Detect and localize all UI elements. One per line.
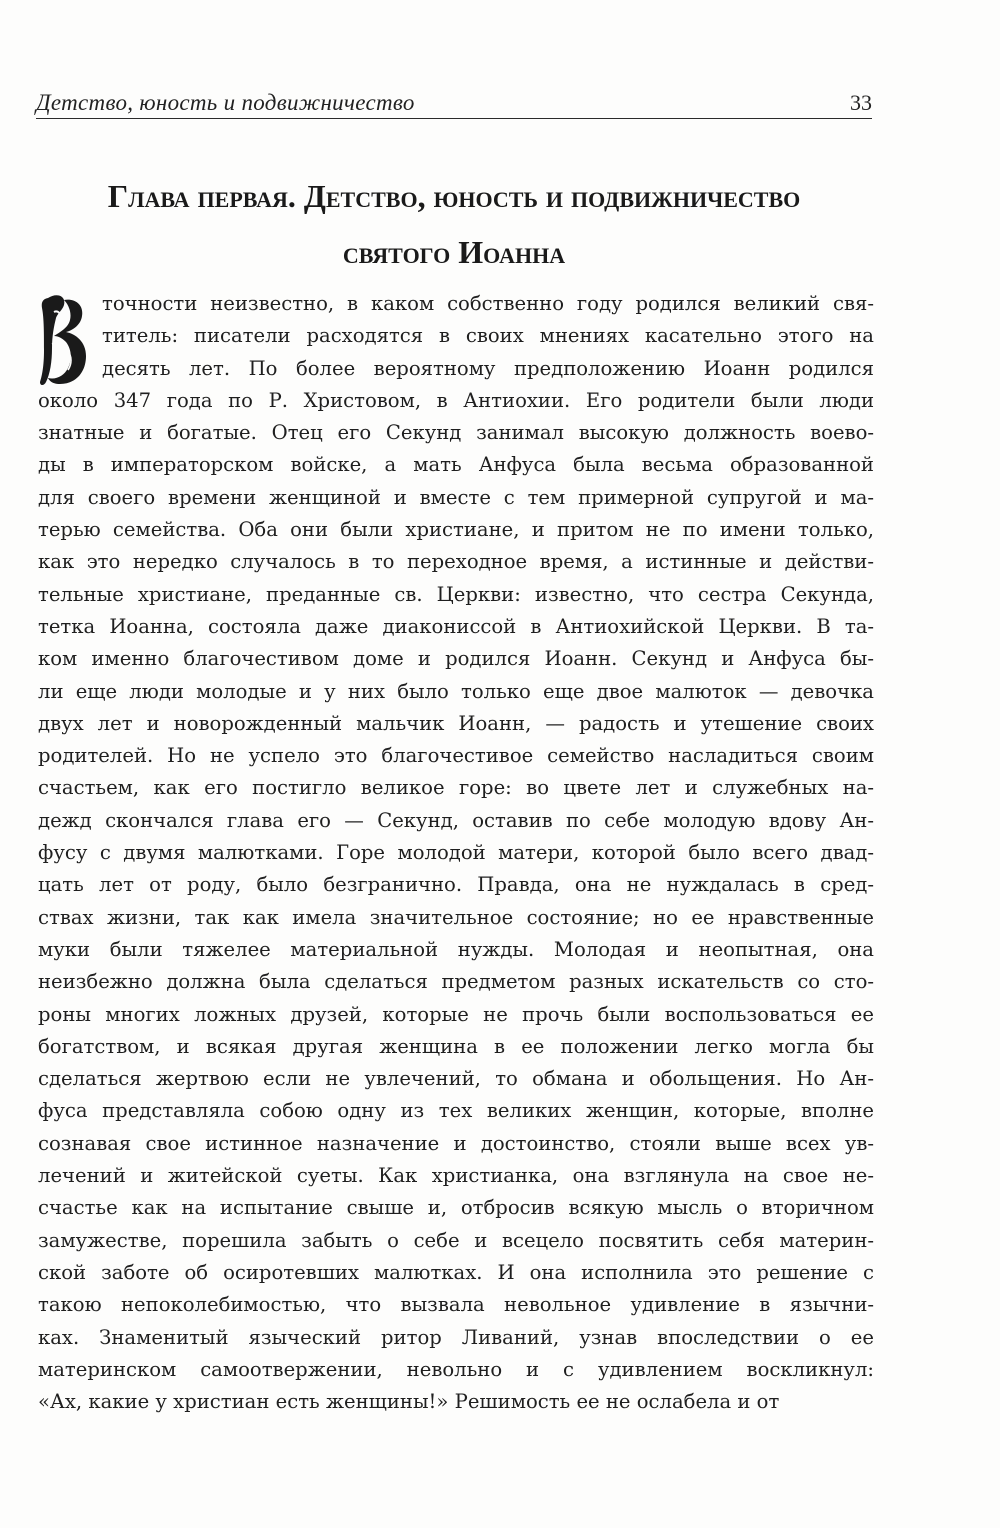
body-line: роны многих ложных друзей, которые не прочь были воспользоваться ее (38, 1002, 874, 1026)
body-line: титель: писатели расходятся в своих мнениях касательно этого на (102, 324, 874, 348)
body-line: знатные и богатые. Отец его Секунд занимал высокую должность воево- (38, 421, 874, 445)
chapter-title (36, 168, 872, 280)
body-line: такою непоколебимостью, что вызвала невольное удивление в язычни- (38, 1293, 874, 1317)
body-line: сделаться жертвою если не увлечений, то обмана и обольщения. Но Ан- (38, 1067, 874, 1091)
body-text (38, 288, 874, 1418)
body-line: ли еще люди молодые и у них было только еще двое малюток — девочка (38, 679, 874, 703)
body-line: счастье как на испытание свыше и, отбросив всякую мысль о вторичном (38, 1196, 874, 1220)
body-line: тельные христиане, преданные св. Церкви: известно, что сестра Секунда, (38, 582, 874, 606)
body-line: терью семейства. Оба они были христиане, и притом не по имени только, (38, 518, 874, 542)
body-line: счастьем, как его постигло великое горе: во цвете лет и служебных на- (38, 776, 874, 800)
body-line: «Ах, какие у христиан есть женщины!» Решимость ее не ослабела и от (38, 1390, 780, 1414)
body-line: фусу с двумя малютками. Горе молодой матери, которой было всего двад- (38, 841, 874, 865)
body-line: ствах жизни, так как имела значительное состояние; но ее нравственные (38, 905, 874, 929)
body-line: дежд скончался глава его — Секунд, оставив по себе молодую вдову Ан- (38, 808, 874, 832)
body-line: ды в императорском войске, а мать Анфуса была весьма образованной (38, 453, 874, 477)
body-line: замужестве, порешила забыть о себе и всецело посвятить себя материн- (38, 1228, 874, 1252)
body-line: ской заботе об осиротевших малютках. И она исполнила это решение с (38, 1260, 874, 1284)
running-title: Детство, юность и подвижничество (36, 90, 415, 115)
chapter-title-line-1: Глава первая. Детство, юность и подвижничество (107, 178, 801, 214)
body-line: цать лет от роду, было безгранично. Правда, она не нуждалась в сред- (38, 873, 874, 897)
body-line: муки были тяжелее материальной нужды. Молодая и неопытная, она (38, 937, 874, 961)
running-header (36, 84, 872, 119)
body-line: неизбежно должна была сделаться предметом разных искательств со сто- (38, 970, 874, 994)
body-line: ком именно благочестивом доме и родился Иоанн. Секунд и Анфуса бы- (38, 647, 874, 671)
body-line: как это нередко случалось в то переходное время, а истинные и действи- (38, 550, 874, 574)
body-line: десять лет. По более вероятному предположению Иоанн родился (102, 356, 874, 380)
page-number: 33 (850, 90, 872, 115)
body-line: двух лет и новорожденный мальчик Иоанн, — радость и утешение своих (38, 711, 874, 735)
body-line: сознавая свое истинное назначение и достоинство, стояли выше всех ув- (38, 1131, 874, 1155)
chapter-title-line-2: святого Иоанна (342, 234, 566, 270)
body-line: богатством, и всякая другая женщина в ее положении легко могла бы (38, 1034, 874, 1058)
body-line: фуса представляла собою одну из тех великих женщин, которые, вполне (38, 1099, 874, 1123)
body-line: около 347 года по Р. Христовом, в Антиохии. Его родители были люди (38, 388, 874, 412)
body-line: материнском самоотвержении, невольно и с удивлением воскликнул: (38, 1357, 874, 1381)
body-line: родителей. Но не успело это благочестивое семейство насладиться своим (38, 744, 874, 768)
body-line: точности неизвестно, в каком собственно году родился великий свя- (102, 292, 874, 315)
body-line: тетка Иоанна, состояла даже диаконисcой в Антиохийской Церкви. В та- (38, 614, 874, 638)
body-line: ках. Знаменитый языческий ритор Ливаний, узнав впоследствии о ее (38, 1325, 874, 1349)
body-line: для своего времени женщиной и вместе с тем примерной супругой и ма- (38, 485, 874, 509)
body-line: лечений и житейской суеты. Как христианка, она взглянула на свое не- (38, 1164, 874, 1188)
